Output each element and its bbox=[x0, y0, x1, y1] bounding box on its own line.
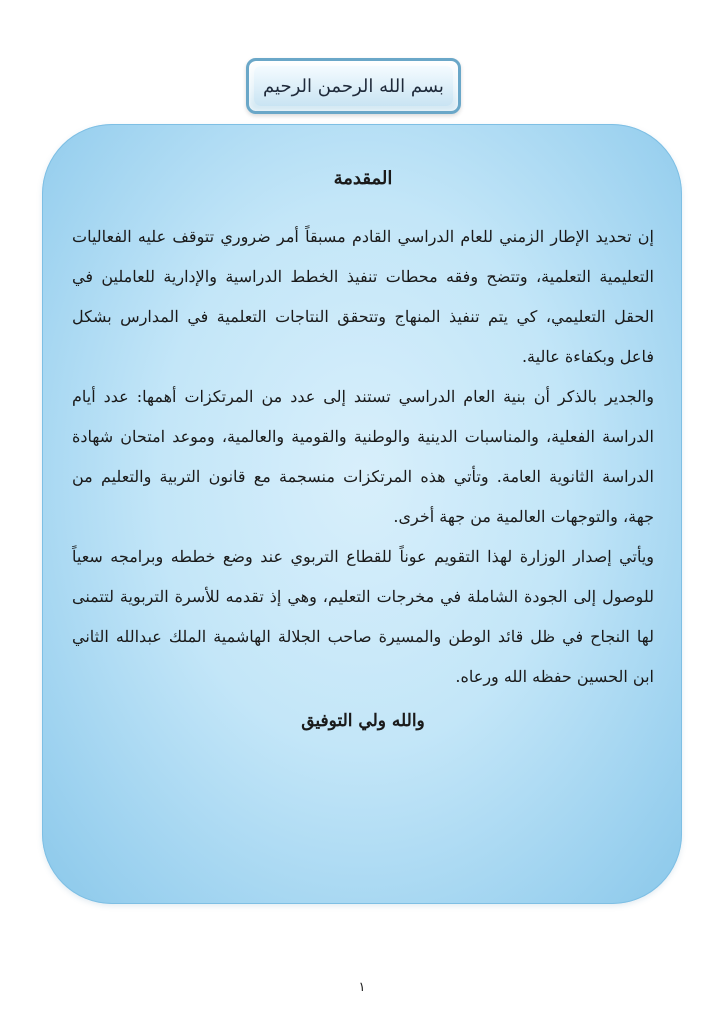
closing-phrase: والله ولي التوفيق bbox=[301, 711, 425, 731]
introduction-panel bbox=[42, 124, 682, 904]
paragraph-2: والجدير بالذكر أن بنية العام الدراسي تستند إلى عدد من المرتكزات أهمها: عدد أيام الدراسة الفعلية، والمناسبات الدينية والوطنية والقومية والعالمية، وموعد امتحان شهادة الدراسة الثانوية العامة. وتأتي هذه المرتكزات منسجمة مع قانون التربية والتعليم من جهة، والتوجهات العالمية من جهة أخرى. bbox=[72, 387, 655, 526]
basmala-text: بسم الله الرحمن الرحيم bbox=[263, 75, 444, 97]
paragraph-1: إن تحديد الإطار الزمني للعام الدراسي القادم مسبقاً أمر ضروري تتوقف عليه الفعاليات التعليمية التعلمية، وتتضح وفقه محطات تنفيذ الخطط الدراسية والإدارية للعاملين في الحقل التعليمي، كي يتم تنفيذ المنهاج وتتحقق النتاجات التعلمية في المدارس بشكل فاعل وبكفاءة عالية. bbox=[72, 227, 654, 366]
basmala-plate bbox=[246, 58, 461, 114]
page-number: ١ bbox=[358, 980, 366, 995]
introduction-content bbox=[72, 154, 654, 731]
page-title: المقدمة bbox=[333, 168, 393, 189]
basmala-plate-inner bbox=[254, 66, 453, 106]
paragraph-3: ويأتي إصدار الوزارة لهذا التقويم عوناً للقطاع التربوي عند وضع خططه وبرامجه سعياً للوصول إلى الجودة الشاملة في مخرجات التعليم، وهي إذ تقدمه للأسرة التربوية لتتمنى لها النجاح في ظل قائد الوطن والمسيرة صاحب الجلالة الهاشمية الملك عبدالله الثاني ابن الحسين حفظه الله ورعاه. bbox=[72, 547, 654, 686]
